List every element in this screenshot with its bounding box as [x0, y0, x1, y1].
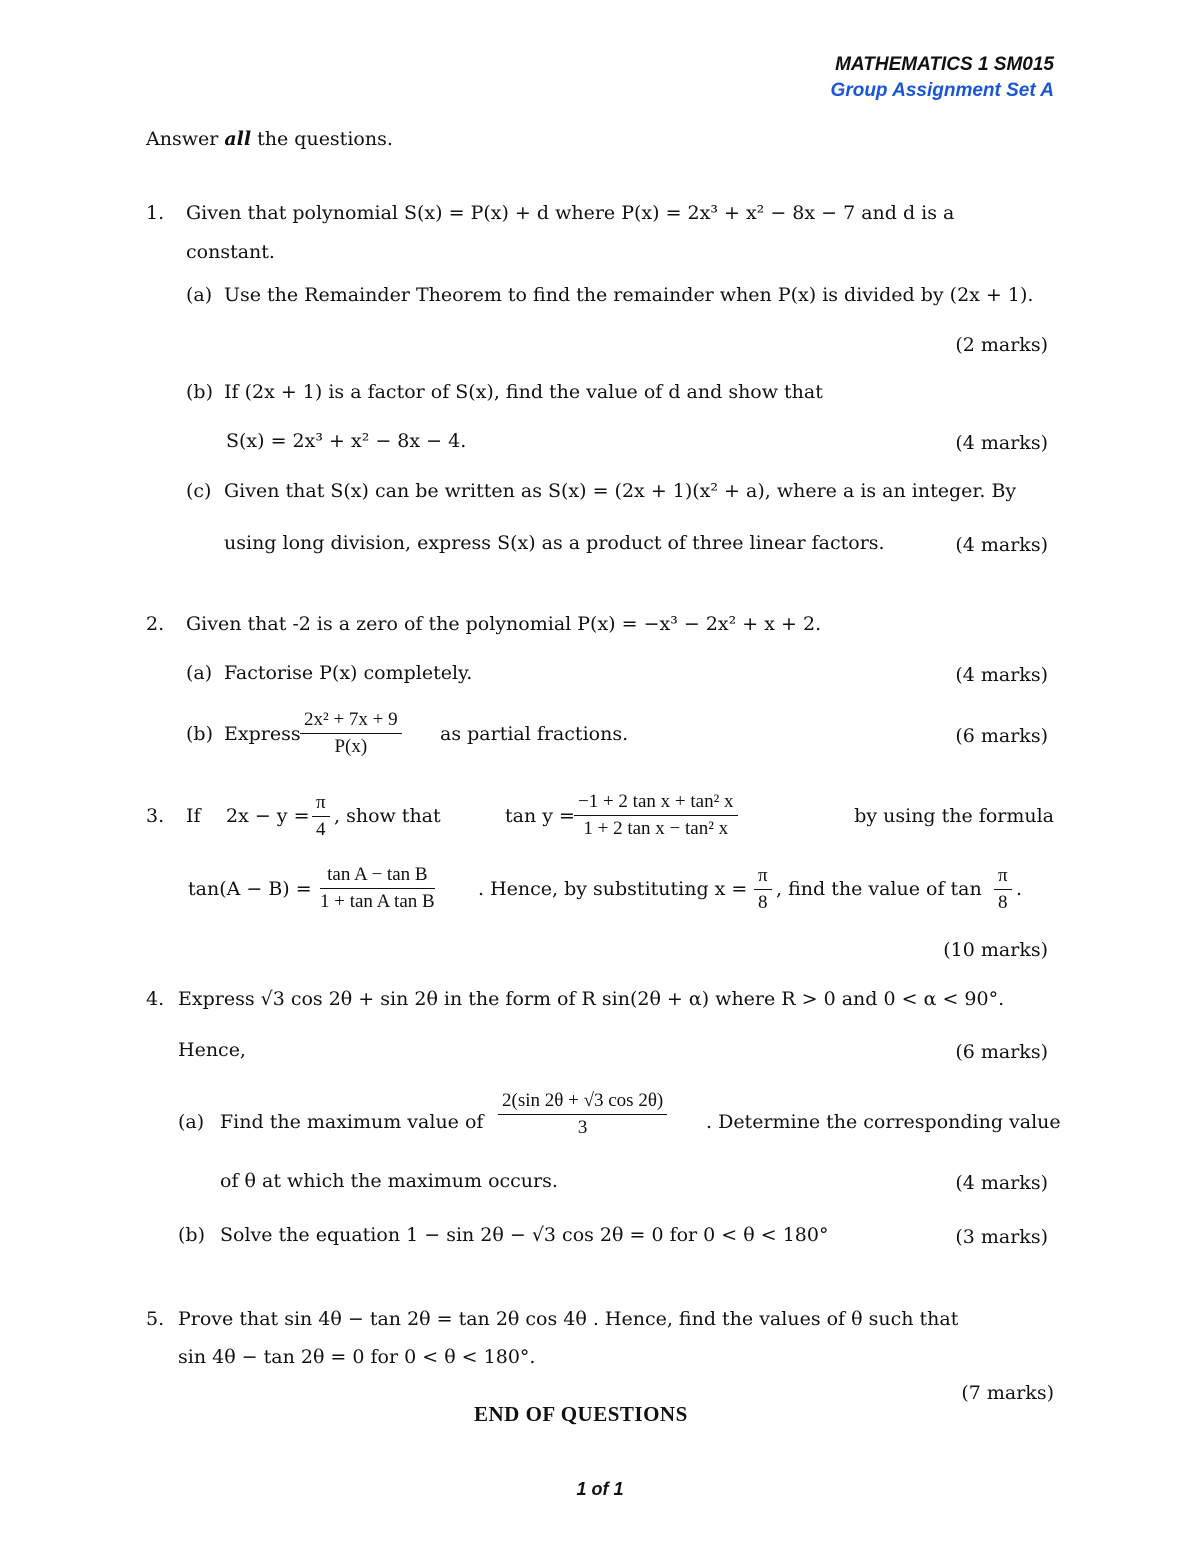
q3-pi: π: [312, 792, 330, 817]
q3-pi-a: π: [754, 865, 772, 890]
q3-tan-numerator: −1 + 2 tan x + tan² x: [574, 791, 738, 816]
q1-stem: Given that polynomial S(x) = P(x) + d where P(x) = 2x³ + x² − 8x − 7 and d is a: [186, 202, 955, 224]
q3-equation-lhs: 2x − y =: [226, 805, 310, 827]
q2b-post: as partial fractions.: [440, 723, 629, 745]
q5-marks: (7 marks): [961, 1382, 1054, 1404]
q4b-text: Solve the equation 1 − sin 2θ − √3 cos 2θ = 0 for 0 < θ < 180°: [220, 1224, 829, 1246]
q4-number: 4.: [146, 988, 165, 1010]
q4a-text-cont: of θ at which the maximum occurs.: [220, 1170, 558, 1192]
q4a-numerator: 2(sin 2θ + √3 cos 2θ): [498, 1090, 667, 1115]
q5-stem: Prove that sin 4θ − tan 2θ = tan 2θ cos 4θ . Hence, find the values of θ such that: [178, 1308, 959, 1330]
q1b-marks: (4 marks): [955, 432, 1048, 454]
instructions-pre: Answer: [146, 128, 225, 150]
q3-by-using: by using the formula: [854, 805, 1054, 827]
q3-eight-a: 8: [758, 892, 768, 913]
q1-stem-cont: constant.: [186, 241, 275, 263]
q3-find: , find the value of tan: [776, 878, 982, 900]
q1c-label: (c): [186, 480, 212, 502]
q3-pi-over-4: [312, 792, 330, 841]
q2b-fraction: [300, 709, 402, 758]
q3-number: 3.: [146, 805, 165, 827]
q3-if: If: [186, 805, 201, 827]
q3-formula-denominator: 1 + tan A tan B: [320, 891, 435, 912]
q3-pi-over-8-a: [754, 865, 772, 914]
q3-pi-over-8-b: [994, 865, 1012, 914]
q4a-label: (a): [178, 1111, 205, 1133]
q1b-label: (b): [186, 381, 213, 403]
q2-stem: Given that -2 is a zero of the polynomial P(x) = −x³ − 2x² + x + 2.: [186, 613, 822, 635]
q3-tany: tan y =: [505, 805, 575, 827]
q5-stem-cont: sin 4θ − tan 2θ = 0 for 0 < θ < 180°.: [178, 1346, 536, 1368]
q2-number: 2.: [146, 613, 165, 635]
page-number: 1 of 1: [576, 1479, 624, 1499]
q1c-text: Given that S(x) can be written as S(x) = (2x + 1)(x² + a), where a is an integer. By: [224, 480, 1017, 502]
q3-pi-b: π: [994, 865, 1012, 890]
end-of-questions: END OF QUESTIONS: [474, 1402, 688, 1426]
instructions: [146, 130, 393, 149]
q2a-marks: (4 marks): [955, 664, 1048, 686]
q3-marks: (10 marks): [943, 939, 1048, 961]
q4a-denominator: 3: [577, 1117, 588, 1138]
q4a-post: . Determine the corresponding value: [706, 1111, 1061, 1133]
q3-period: .: [1016, 878, 1023, 900]
assignment-set: Group Assignment Set A: [830, 80, 1054, 101]
q4a-fraction: [498, 1090, 667, 1139]
q3-tan-denominator: 1 + 2 tan x − tan² x: [583, 818, 729, 839]
q2b-numerator: 2x² + 7x + 9: [300, 709, 402, 734]
q1b-equation: S(x) = 2x³ + x² − 8x − 4.: [226, 430, 467, 452]
instructions-emphasis: all: [224, 128, 252, 150]
q3-eight-b: 8: [998, 892, 1008, 913]
q4a-marks: (4 marks): [955, 1172, 1048, 1194]
instructions-post: the questions.: [251, 128, 393, 150]
q1a-text: Use the Remainder Theorem to find the remainder when P(x) is divided by (2x + 1).: [224, 284, 1034, 306]
q1b-text: If (2x + 1) is a factor of S(x), find the value of d and show that: [224, 381, 823, 403]
q2b-label: (b): [186, 723, 213, 745]
q4-hence-marks: (6 marks): [955, 1041, 1048, 1063]
q4b-label: (b): [178, 1224, 205, 1246]
q4-stem: Express √3 cos 2θ + sin 2θ in the form of R sin(2θ + α) where R > 0 and 0 < α < 90°.: [178, 988, 1005, 1010]
q3-formula-fraction: [320, 864, 435, 913]
q4-hence: Hence,: [178, 1039, 246, 1061]
q5-number: 5.: [146, 1308, 165, 1330]
q1-number: 1.: [146, 202, 165, 224]
q1a-marks: (2 marks): [955, 334, 1048, 356]
q2b-marks: (6 marks): [955, 725, 1048, 747]
q2a-label: (a): [186, 662, 213, 684]
q1c-marks: (4 marks): [955, 534, 1048, 556]
q1a-label: (a): [186, 284, 213, 306]
q2a-text: Factorise P(x) completely.: [224, 662, 473, 684]
q3-show-that: , show that: [334, 805, 441, 827]
q3-formula-numerator: tan A − tan B: [320, 864, 435, 889]
q4b-marks: (3 marks): [955, 1226, 1048, 1248]
course-code: MATHEMATICS 1 SM015: [835, 54, 1054, 75]
q3-formula-lhs: tan(A − B) =: [188, 878, 312, 900]
q3-four: 4: [316, 819, 326, 840]
q4a-pre: Find the maximum value of: [220, 1111, 484, 1133]
q3-tan-fraction: [574, 791, 738, 840]
q2b-denominator: P(x): [334, 736, 368, 757]
q3-hence: . Hence, by substituting x =: [478, 878, 748, 900]
q1c-text-cont: using long division, express S(x) as a product of three linear factors.: [224, 532, 885, 554]
q2b-pre: Express: [224, 723, 301, 745]
